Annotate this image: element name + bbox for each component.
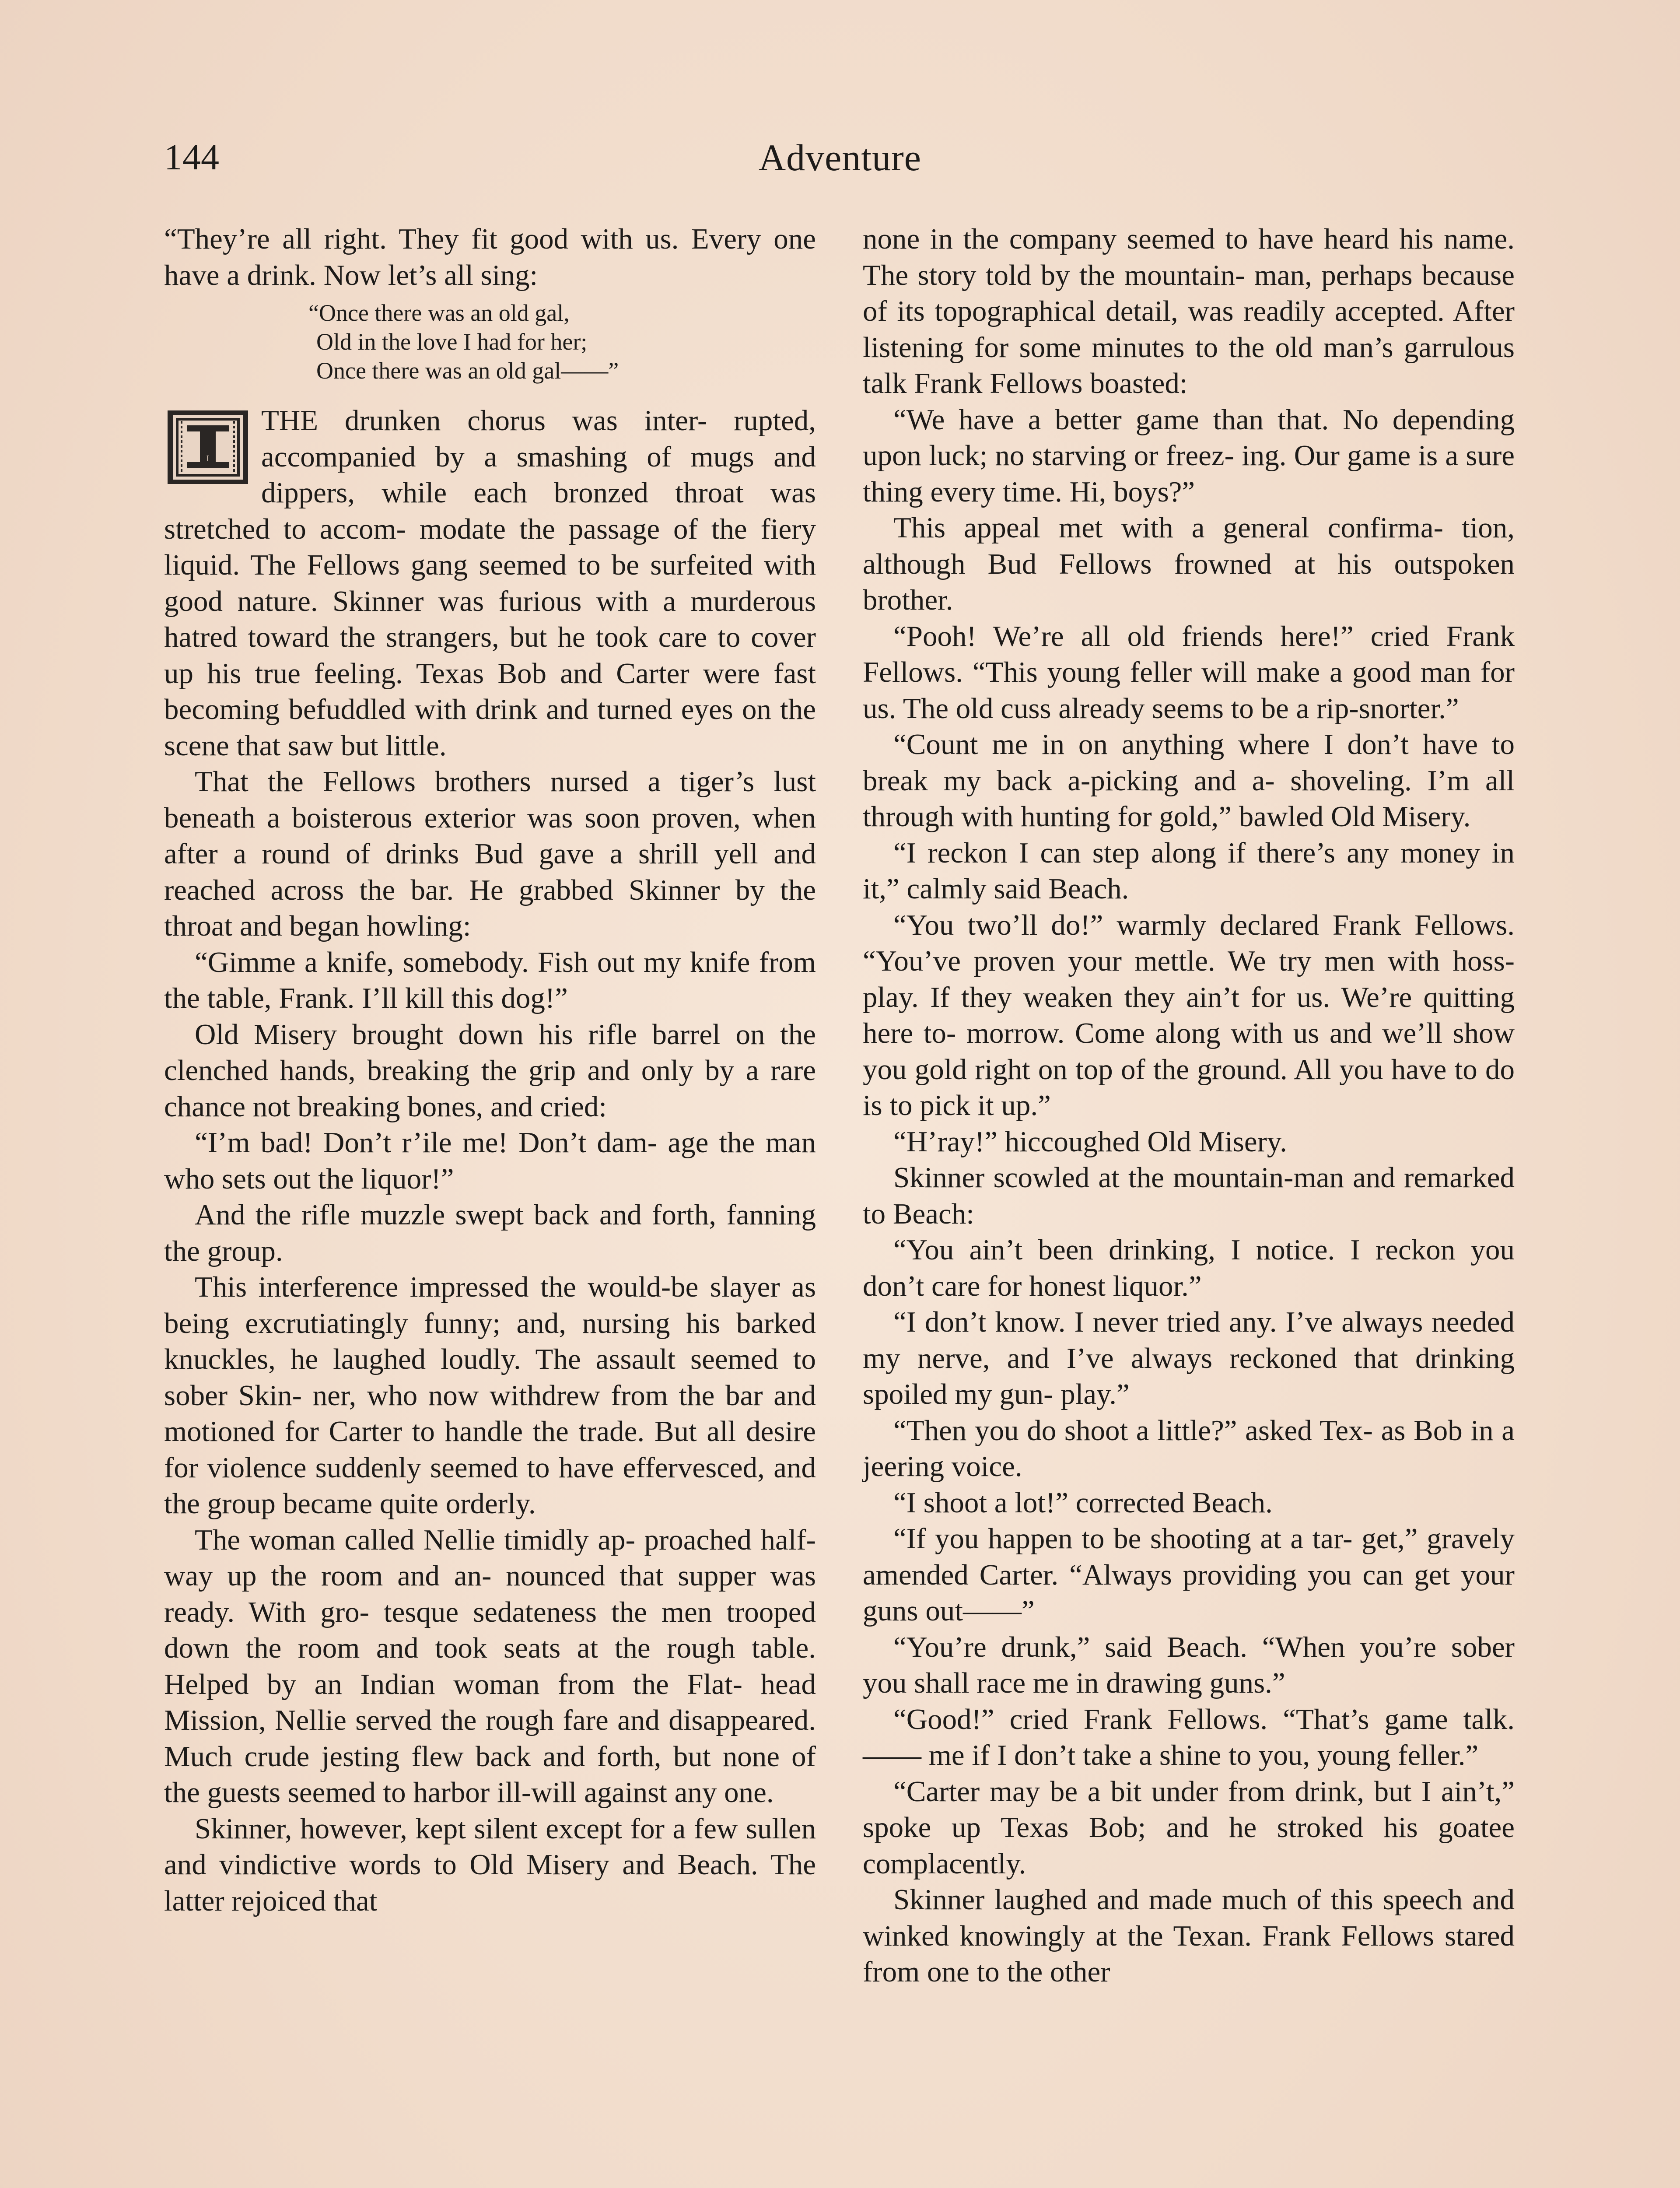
paragraph: “I don’t know. I never tried any. I’ve always needed my nerve, and I’ve always reckoned that drinking spoiled my gun- play.” xyxy=(863,1306,1515,1410)
paragraph: “Then you do shoot a little?” asked Tex- as Bob in a jeering voice. xyxy=(863,1414,1515,1483)
paragraph: This appeal met with a general confirma- tion, although Bud Fellows frowned at his outspoken brother. xyxy=(863,512,1515,616)
paragraph: “You’re drunk,” said Beach. “When you’re sober you shall race me in drawing guns.” xyxy=(863,1630,1515,1699)
page-number: 144 xyxy=(164,137,219,178)
paragraph: Skinner, however, kept silent except for a few sullen and vindictive words to Old Misery and Beach. The latter rejoiced that xyxy=(164,1812,816,1917)
paragraph: “You two’ll do!” warmly declared Frank Fellows. “You’ve proven your mettle. We try men with hoss-play. If they weaken they ain’t for us. We’re quitting here to- morrow. Come along with us and we’ll show you gold right on top of the ground. All you have to do is to pick it up.” xyxy=(863,908,1515,1122)
left-column xyxy=(164,221,816,1919)
running-title: Adventure xyxy=(759,137,921,179)
paragraph: And the rifle muzzle swept back and forth, fanning the group. xyxy=(164,1199,816,1267)
paragraph: “Good!” cried Frank Fellows. “That’s game talk. —— me if I don’t take a shine to you, young feller.” xyxy=(863,1703,1515,1771)
paragraph: Skinner laughed and made much of this speech and winked knowingly at the Texan. Frank Fellows stared from one to the other xyxy=(863,1883,1515,1988)
paragraph: This interference impressed the would-be slayer as being excrutiatingly funny; and, nursing his barked knuckles, he laughed loudly. The assault seemed to sober Skin- ner, who now withdrew from the bar and motioned for Carter to handle the trade. But all desire for violence suddenly seemed to have effervesced, and the group became quite orderly. xyxy=(164,1271,816,1520)
paragraph: “If you happen to be shooting at a tar- get,” gravely amended Carter. “Always providing you can get your guns out——” xyxy=(863,1522,1515,1627)
paragraph: That the Fellows brothers nursed a tiger’s lust beneath a boisterous exterior was soon proven, when after a round of drinks Bud gave a shrill yell and reached across the bar. He grabbed Skinner by the throat and began howling: xyxy=(164,765,816,942)
paragraph: THE drunken chorus was inter- rupted, accompanied by a smashing of mugs and dippers, while each bronzed throat was stretched to accom- modate the passage of the fiery liquid. The Fellows gang seemed to be surfeited with good nature. Skinner was furious with a murderous hatred toward the strangers, but he took care to cover up his true feeling. Texas Bob and Carter were fast becoming befuddled with drink and turned eyes on the scene that saw but little. xyxy=(164,404,816,762)
paragraph: “Pooh! We’re all old friends here!” cried Frank Fellows. “This young feller will make a good man for us. The old cuss already seems to be a rip-snorter.” xyxy=(863,620,1515,725)
song-verse xyxy=(308,293,816,403)
paragraph: “I reckon I can step along if there’s any money in it,” calmly said Beach. xyxy=(863,836,1515,905)
paragraph: “We have a better game than that. No depending upon luck; no starving or freez- ing. Our game is a sure thing every time. Hi, boys?” xyxy=(863,403,1515,508)
verse-line: Once there was an old gal——” xyxy=(316,358,619,384)
paragraph: “H’ray!” hiccoughed Old Misery. xyxy=(893,1125,1287,1158)
drop-cap-letter: I xyxy=(206,454,210,463)
paragraph: Skinner scowled at the mountain-man and remarked to Beach: xyxy=(863,1161,1515,1230)
paragraph: “Count me in on anything where I don’t have to break my back a-picking and a- shoveling. I’m all through with hunting for gold,” bawled Old Misery. xyxy=(863,728,1515,833)
paragraph-opening: “They’re all right. They fit good with us. Every one have a drink. Now let’s all sing: xyxy=(164,223,816,291)
paragraph: “Gimme a knife, somebody. Fish out my knife from the table, Frank. I’ll kill this dog!” xyxy=(164,946,816,1014)
ornamental-drop-cap xyxy=(164,408,252,487)
paragraph-continued: none in the company seemed to have heard his name. The story told by the mountain- man, perhaps because of its topographical detail, was readily accepted. After listening for some minutes to the old man’s garrulous talk Frank Fellows boasted: xyxy=(863,223,1515,400)
drop-cap-ornament xyxy=(164,408,252,487)
paragraph: Old Misery brought down his rifle barrel on the clenched hands, breaking the grip and only by a rare chance not breaking bones, and cried: xyxy=(164,1018,816,1123)
right-column xyxy=(863,221,1515,1990)
paragraph: “I shoot a lot!” corrected Beach. xyxy=(893,1486,1273,1519)
paragraph: “I’m bad! Don’t r’ile me! Don’t dam- age the man who sets out the liquor!” xyxy=(164,1126,816,1195)
page-header xyxy=(164,131,1516,193)
verse-line: “Once there was an old gal, xyxy=(308,300,570,326)
paragraph: The woman called Nellie timidly ap- proached half-way up the room and an- nounced that supper was ready. With gro- tesque sedateness the men trooped down the room and took seats at the rough table. Helped by an Indian woman from the Flat- head Mission, Nellie served the rough fare and disappeared. Much crude jesting flew back and forth, but none of the guests seemed to harbor ill-will against any one. xyxy=(164,1523,816,1809)
paragraph: “Carter may be a bit under from drink, but I ain’t,” spoke up Texas Bob; and he stroked his goatee complacently. xyxy=(863,1775,1515,1880)
paragraph: “You ain’t been drinking, I notice. I reckon you don’t care for honest liquor.” xyxy=(863,1234,1515,1302)
verse-line: Old in the love I had for her; xyxy=(316,329,588,355)
